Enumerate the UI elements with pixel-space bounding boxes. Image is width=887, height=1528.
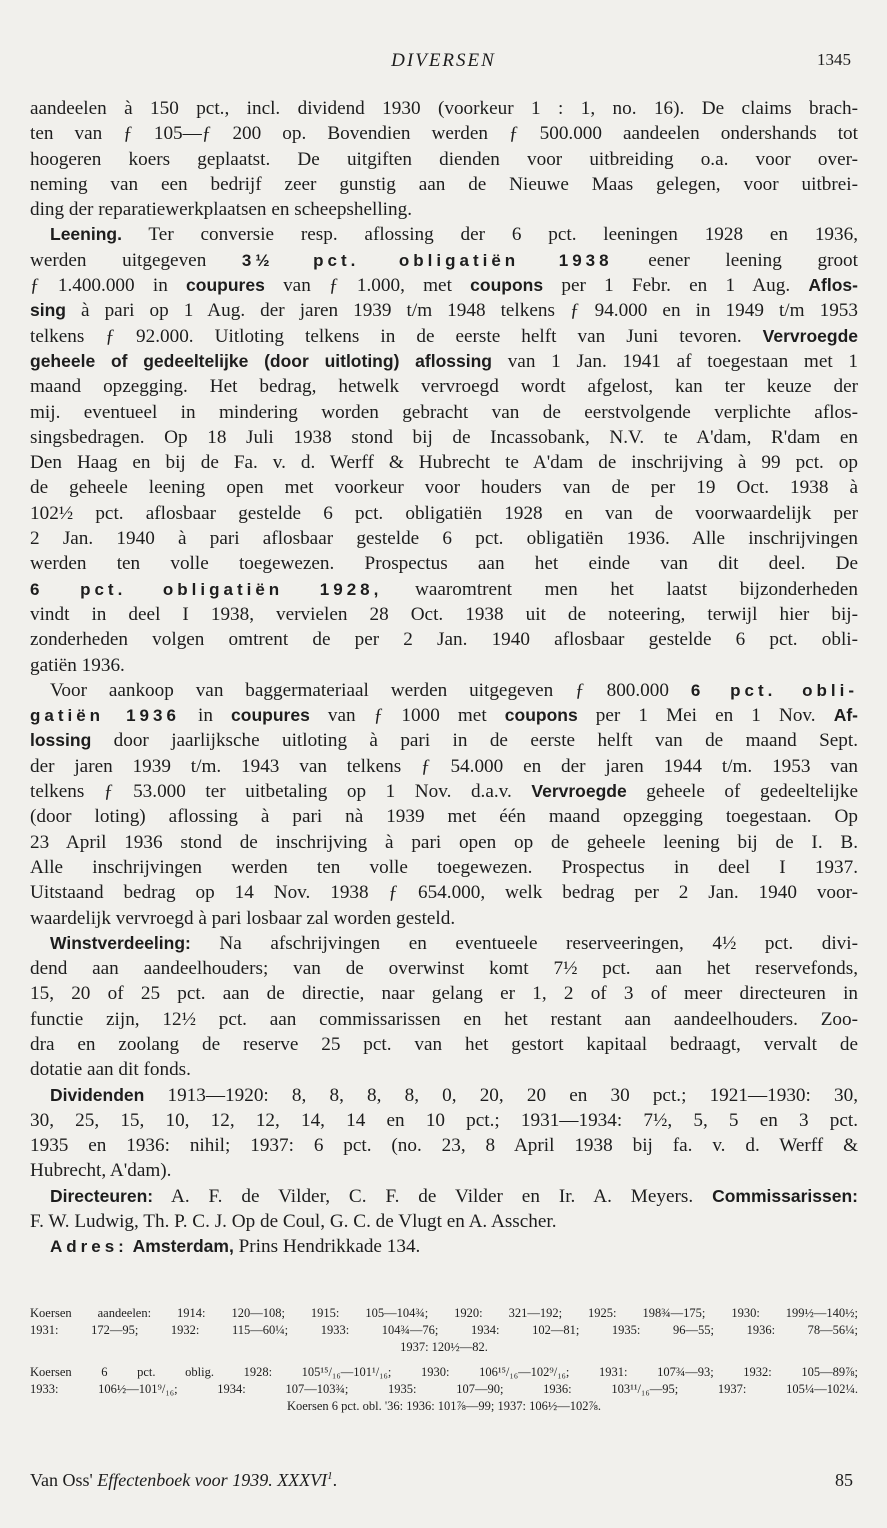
running-header: [30, 50, 857, 76]
text-line: Alle inschrijvingen werden ten volle toegewezen. Prospectus in deel I 1937.: [30, 856, 858, 878]
bond-name: gatiën 1936: [30, 706, 180, 726]
koersen-line: 1937: 120½—82.: [400, 1340, 488, 1354]
text-line: singsbedragen. Op 18 Juli 1938 stond bij de Incassobank, N.V. te A'dam, R'dam en: [30, 426, 858, 448]
text-line: (door loting) aflossing à pari nà 1939 met één maand opzegging toegestaan. Op: [30, 806, 858, 828]
text-line: telkens ƒ 53.000 ter uitbetaling op 1 Nov. d.a.v. Vervroegde geheele of gedeeltelijke: [30, 781, 858, 803]
text-line: zonderheden volgen omtrent de per 2 Jan. 1940 aflosbaar gestelde 6 pct. obli-: [30, 629, 858, 651]
section-label: Directeuren:: [50, 1185, 154, 1206]
text-line: telkens ƒ 92.000. Uitloting telkens in de eerste helft van Juni tevoren. Vervroegde: [30, 325, 858, 347]
koersen-line: Koersen 6 pct. oblig. 1928: 105¹⁵/₁₆—101¹/₁₆; 1930: 106¹⁵/₁₆—102⁹/₁₆; 1931: 107¾—93; 1932: 105—89⅞;: [30, 1365, 858, 1379]
text-line: mij. eventueel in mindering worden gebracht van de eerstvolgende verplichte aflos-: [30, 401, 858, 423]
text-line: maand opzegging. Het bedrag, hetwelk vervroegd wordt afgelost, kan ter keuze der: [30, 376, 858, 398]
text-line: 30, 25, 15, 10, 12, 12, 14, 14 en 10 pct.; 1931—1934: 7½, 5, 5 en 3 pct.: [30, 1109, 858, 1131]
text-line: gatiën 1936.: [30, 654, 125, 676]
main-text: [30, 96, 858, 1260]
text-line: 2 Jan. 1940 à pari aflosbaar gestelde 6 pct. obligatiën 1936. Alle inschrijvingen: [30, 528, 858, 550]
page-number: 1345: [817, 50, 851, 69]
text-line: de geheele leening open met voorkeur voor houders van de per 19 Oct. 1938 à: [30, 477, 858, 499]
text-line: dra en zoolang de reserve 25 pct. van het gestort kapitaal bedraagt, vervalt de: [30, 1033, 858, 1055]
text-line: der jaren 1939 t/m. 1943 van telkens ƒ 54.000 en der jaren 1944 t/m. 1953 van: [30, 755, 858, 777]
bond-name: 6 pct. obligatiën 1928,: [30, 579, 383, 599]
text-line: Den Haag en bij de Fa. v. d. Werff & Hubrecht te A'dam de inschrijving à 99 pct. op: [30, 452, 858, 474]
text-line: 1935 en 1936: nihil; 1937: 6 pct. (no. 23, 8 April 1938 bij fa. v. d. Werff &: [30, 1135, 858, 1157]
text-line: dend aan aandeelhouders; van de overwinst komt 7½ pct. aan het reservefonds,: [30, 958, 858, 980]
text-line: aandeelen à 150 pct., incl. dividend 1930 (voorkeur 1 : 1, no. 16). De claims brach-: [30, 98, 858, 119]
text-line: Adres: Amsterdam, Prins Hendrikkade 134.: [50, 1236, 421, 1258]
koersen-line: 1931: 172—95; 1932: 115—60¼; 1933: 104¾—76; 1934: 102—81; 1935: 96—55; 1936: 78—56¼;: [30, 1323, 858, 1337]
koersen-line: Koersen 6 pct. obl. '36: 1936: 101⅞—99; 1937: 106½—102⅞.: [286, 1399, 602, 1413]
koersen-line: Koersen aandeelen: 1914: 120—108; 1915: 105—104¾; 1920: 321—192; 1925: 198¾—175; 1930: 199½—140½;: [30, 1306, 858, 1320]
section-label: Dividenden: [50, 1084, 145, 1105]
text-line: lossing door jaarlijksche uitloting à pari in de eerste helft van de maand Sept.: [30, 730, 858, 752]
footer-page-number: 85: [835, 1470, 853, 1490]
text-line: Dividenden 1913—1920: 8, 8, 8, 8, 0, 20, 20 en 30 pct.; 1921—1930: 30,: [50, 1084, 858, 1106]
section-label: Commissarissen:: [712, 1185, 858, 1206]
text-line: Voor aankoop van baggermateriaal werden uitgegeven ƒ 800.000 6 pct. obli-: [50, 679, 858, 701]
text-line: werden uitgegeven 3½ pct. obligatiën 1938 eener leening groot: [30, 249, 858, 271]
koersen-block: [30, 1305, 858, 1415]
text-line: waardelijk vervroegd à pari losbaar zal worden gesteld.: [30, 907, 456, 929]
text-line: dotatie aan dit fonds.: [30, 1059, 191, 1081]
koersen-line: 1933: 106½—101⁹/₁₆; 1934: 107—103¾; 1935: 107—90; 1936: 103¹¹/₁₆—95; 1937: 105¼—102¼.: [30, 1382, 858, 1396]
section-label: Winstverdeeling:: [50, 932, 191, 953]
text-line: hoogeren koers geplaatst. De uitgiften dienden voor uitbreiding o.a. voor over-: [30, 148, 858, 170]
bond-name: 3½ pct. obligatiën 1938: [241, 250, 613, 270]
text-line: Winstverdeeling: Na afschrijvingen en eventueele reserveeringen, 4½ pct. divi-: [50, 932, 858, 954]
text-line: gatiën 1936 in coupures van ƒ 1000 met coupons per 1 Mei en 1 Nov. Af-: [30, 705, 858, 727]
text-line: functie zijn, 12½ pct. aan commissarissen en het restant aan aandeelhouders. Zoo-: [30, 1008, 858, 1030]
text-line: ten van ƒ 105—ƒ 200 op. Bovendien werden ƒ 500.000 aandeelen ondershands tot: [30, 123, 858, 145]
page-footer: [30, 1470, 857, 1496]
text-line: 15, 20 of 25 pct. aan de directie, naar gelang er 1, 2 of 3 of meer directeuren in: [30, 983, 858, 1005]
text-line: werden ten volle toegewezen. Prospectus aan het einde van dit deel. De: [30, 553, 858, 575]
text-line: 102½ pct. aflosbaar gestelde 6 pct. obligatiën 1928 en van de voorwaardelijk per: [30, 502, 858, 524]
text-line: geheele of gedeeltelijke (door uitloting) aflossing van 1 Jan. 1941 af toegestaan met 1: [30, 350, 858, 372]
text-line: 23 April 1936 stond de inschrijving à pari open op de geheele leening bij de I. B.: [30, 831, 858, 853]
text-line: Directeuren: A. F. de Vilder, C. F. de Vilder en Ir. A. Meyers. Commissarissen:: [50, 1185, 858, 1207]
text-line: 6 pct. obligatiën 1928, waaromtrent men het laatst bijzonderheden: [30, 578, 858, 600]
text-line: Hubrecht, A'dam).: [30, 1160, 172, 1182]
text-line: sing à pari op 1 Aug. der jaren 1939 t/m 1948 telkens ƒ 94.000 en in 1949 t/m 1953: [30, 300, 858, 322]
text-line: Uitstaand bedrag op 14 Nov. 1938 ƒ 654.000, welk bedrag per 2 Jan. 1940 voor-: [30, 882, 858, 904]
text-line: vindt in deel I 1938, vervielen 28 Oct. 1938 uit de noteering, terwijl hier bij-: [30, 603, 858, 625]
text-line: neming van een bedrijf zeer gunstig aan de Nieuwe Maas gelegen, voor uitbrei-: [30, 173, 858, 195]
section-label: Leening.: [50, 224, 122, 245]
book-title: Van Oss' Effectenboek voor 1939. XXXVI$^1$.: [30, 1470, 338, 1490]
text-line: ƒ 1.400.000 in coupures van ƒ 1.000, met coupons per 1 Febr. en 1 Aug. Aflos-: [30, 275, 858, 297]
text-line: ding der reparatiewerkplaatsen en scheepshelling.: [30, 199, 412, 221]
text-line: Leening. Ter conversie resp. aflossing der 6 pct. leeningen 1928 en 1936,: [50, 224, 858, 246]
section-title: DIVERSEN: [391, 50, 496, 71]
text-line: F. W. Ludwig, Th. P. C. J. Op de Coul, G. C. de Vlugt en A. Asscher.: [30, 1211, 557, 1233]
section-label: Adres:: [50, 1237, 128, 1257]
